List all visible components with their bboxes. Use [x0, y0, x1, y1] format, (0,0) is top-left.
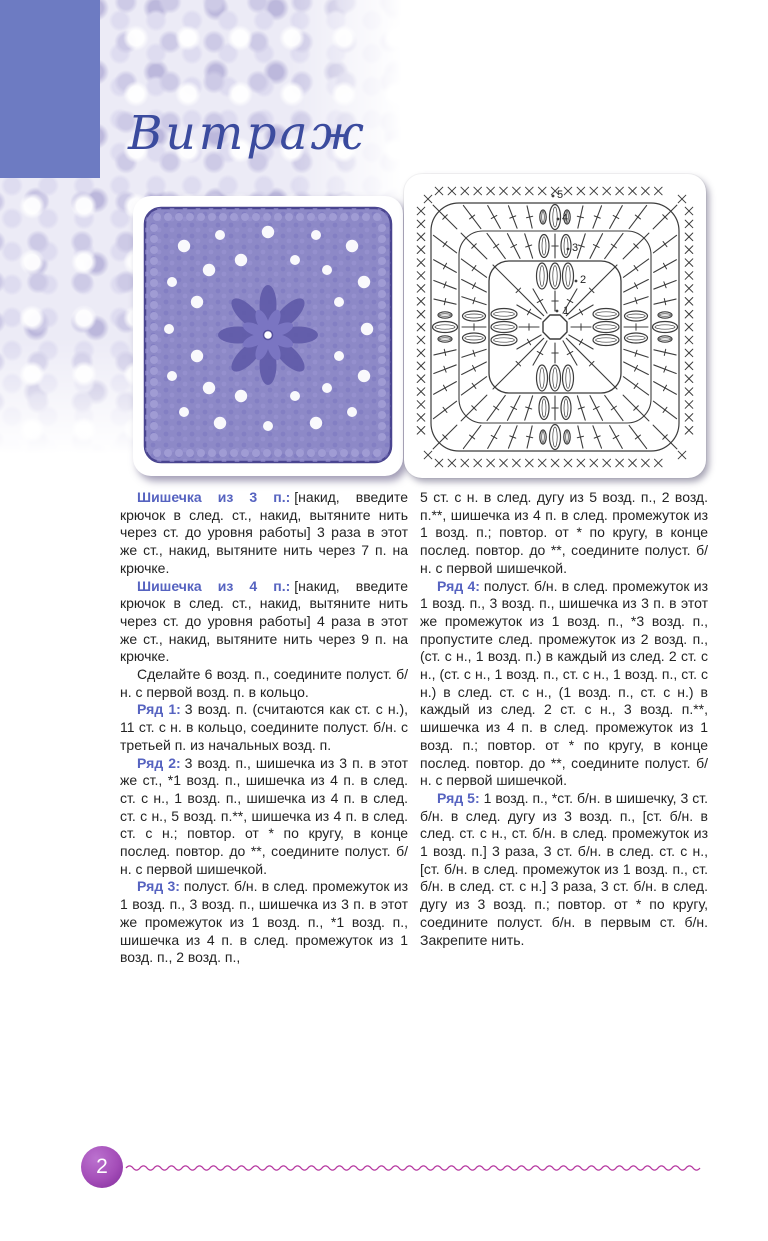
corner-color-block — [0, 0, 100, 178]
paragraph-text: 1 возд. п., *ст. б/н. в шишечку, 3 ст. б/н. в след. дугу из 3 возд. п., [ст. б/н. в след. ст. с н., ст. б/н. в след. промежуток из 1 возд. п.] 3 раза, 3 ст. б/н. в след. ст. с н., [ст. б/н. в след. промежуток из 1 возд. п., ст. б/н. в след. ст. с н.] 3 раза, 3 ст. б/н. в след. дугу из 3 возд. п.; повтор. от * по кругу, соедините полуст. б/н. в первым ст. б/н. Закрепите нить. — [420, 789, 709, 948]
paragraph-lead: Ряд 5: — [437, 789, 480, 806]
instruction-paragraph — [120, 701, 408, 754]
paragraph-lead: Ряд 3: — [137, 878, 180, 895]
instruction-paragraph — [120, 578, 408, 667]
paragraph-lead: Шишечка из 3 п.: — [137, 489, 291, 505]
wavy-divider — [125, 1162, 703, 1174]
paragraph-text: 3 возд. п., шишечка из 3 п. в этот же ст., *1 возд. п., шишечка из 4 п. в след. ст. с н., 1 возд. п., шишечка из 4 п. в след. ст. с н., 5 возд. п.**, шишечка из 4 п. в след. ст. с н.; повтор. от * по кругу, в конце послед. повтор. до **, соедините полуст. б/н. с первой шишечкой. — [120, 754, 409, 877]
crochet-chart-diagram — [405, 175, 705, 475]
instruction-paragraph — [120, 666, 408, 701]
paragraph-lead: Ряд 2: — [137, 754, 181, 771]
paragraph-lead: Ряд 4: — [437, 577, 480, 594]
paragraph-lead: Ряд 1: — [137, 701, 181, 718]
paragraph-text: полуст. б/н. в след. промежуток из 1 возд. п., 3 возд. п., шишечка из 3 п. в этот же промежуток из 1 возд. п., *3 возд. п., пропустите след. промежуток из 2 возд. п., (ст. с н., 1 возд. п.) в каждый из след. 2 ст. с н., (ст. с н., 1 возд. п., ст. с н., 1 возд. п., ст. с н.) в след. ст. с н., (1 возд. п., ст. с н.) в каждый из след. 2 ст. с н., 3 возд. п.**, шишечка из 4 п. в след. промежуток из 1 возд. п.; повтор. от * по кругу, в конце послед. повтор. до **, соедините полуст. б/н. с первой шишечкой. — [420, 577, 709, 789]
instruction-paragraph — [120, 878, 408, 967]
crochet-chart-card — [404, 174, 706, 478]
instruction-paragraph — [420, 489, 708, 578]
page-title: Витраж — [128, 106, 367, 161]
paragraph-text: 3 возд. п. (считаются как ст. с н.), 11 ст. с н. в кольцо, соедините полуст. б/н. с третьей п. из начальных возд. п. — [120, 701, 408, 753]
paragraph-text: 5 ст. с н. в след. дугу из 5 возд. п., 2 возд. п.**, шишечка из 4 п. в след. промежуток из 1 возд. п.; повтор. от * по кругу, в конце послед. повтор. до **, соедините полуст. б/н. с первой шишечкой. — [420, 489, 708, 576]
instruction-paragraph — [120, 489, 408, 578]
paragraph-text: [накид, введите крючок в след. ст., накид, вытяните нить через ст. до уровня работы] 3 раза в этот же ст., накид, вытяните нить через 7 п. на крючке. — [120, 489, 408, 576]
crochet-motif-image — [137, 200, 399, 472]
chart-row-label-4: 4 — [562, 212, 569, 224]
left-column — [120, 489, 408, 967]
chart-row-label-1: 1 — [563, 305, 570, 317]
chart-row-label-5: 5 — [557, 189, 564, 201]
page-number: 2 — [96, 1155, 108, 1178]
instruction-paragraph — [420, 578, 708, 790]
right-column — [420, 489, 708, 967]
instruction-columns — [120, 489, 708, 967]
instruction-paragraph — [420, 790, 708, 949]
chart-row-label-2: 2 — [580, 274, 587, 286]
paragraph-text: [накид, введите крючок в след. ст., накид, вытяните нить через ст. до уровня работы] 4 раза в этот же ст., накид, вытяните нить через 9 п. на крючке. — [120, 577, 408, 665]
paragraph-text: полуст. б/н. в след. промежуток из 1 возд. п., 3 возд. п., шишечка из 3 п. в этот же промежуток из 1 возд. п., *1 возд. п., шишечка из 4 п. в след. промежуток из 1 возд. п., 2 возд. п., — [120, 878, 409, 966]
paragraph-text: Сделайте 6 возд. п., соедините полуст. б/н. с первой возд. п. в кольцо. — [120, 666, 408, 700]
chart-row-label-3: 3 — [572, 242, 579, 254]
instruction-paragraph — [120, 755, 408, 879]
crochet-motif-photo-card — [133, 196, 403, 476]
paragraph-lead: Шишечка из 4 п.: — [137, 577, 291, 594]
page-number-badge — [81, 1146, 123, 1188]
